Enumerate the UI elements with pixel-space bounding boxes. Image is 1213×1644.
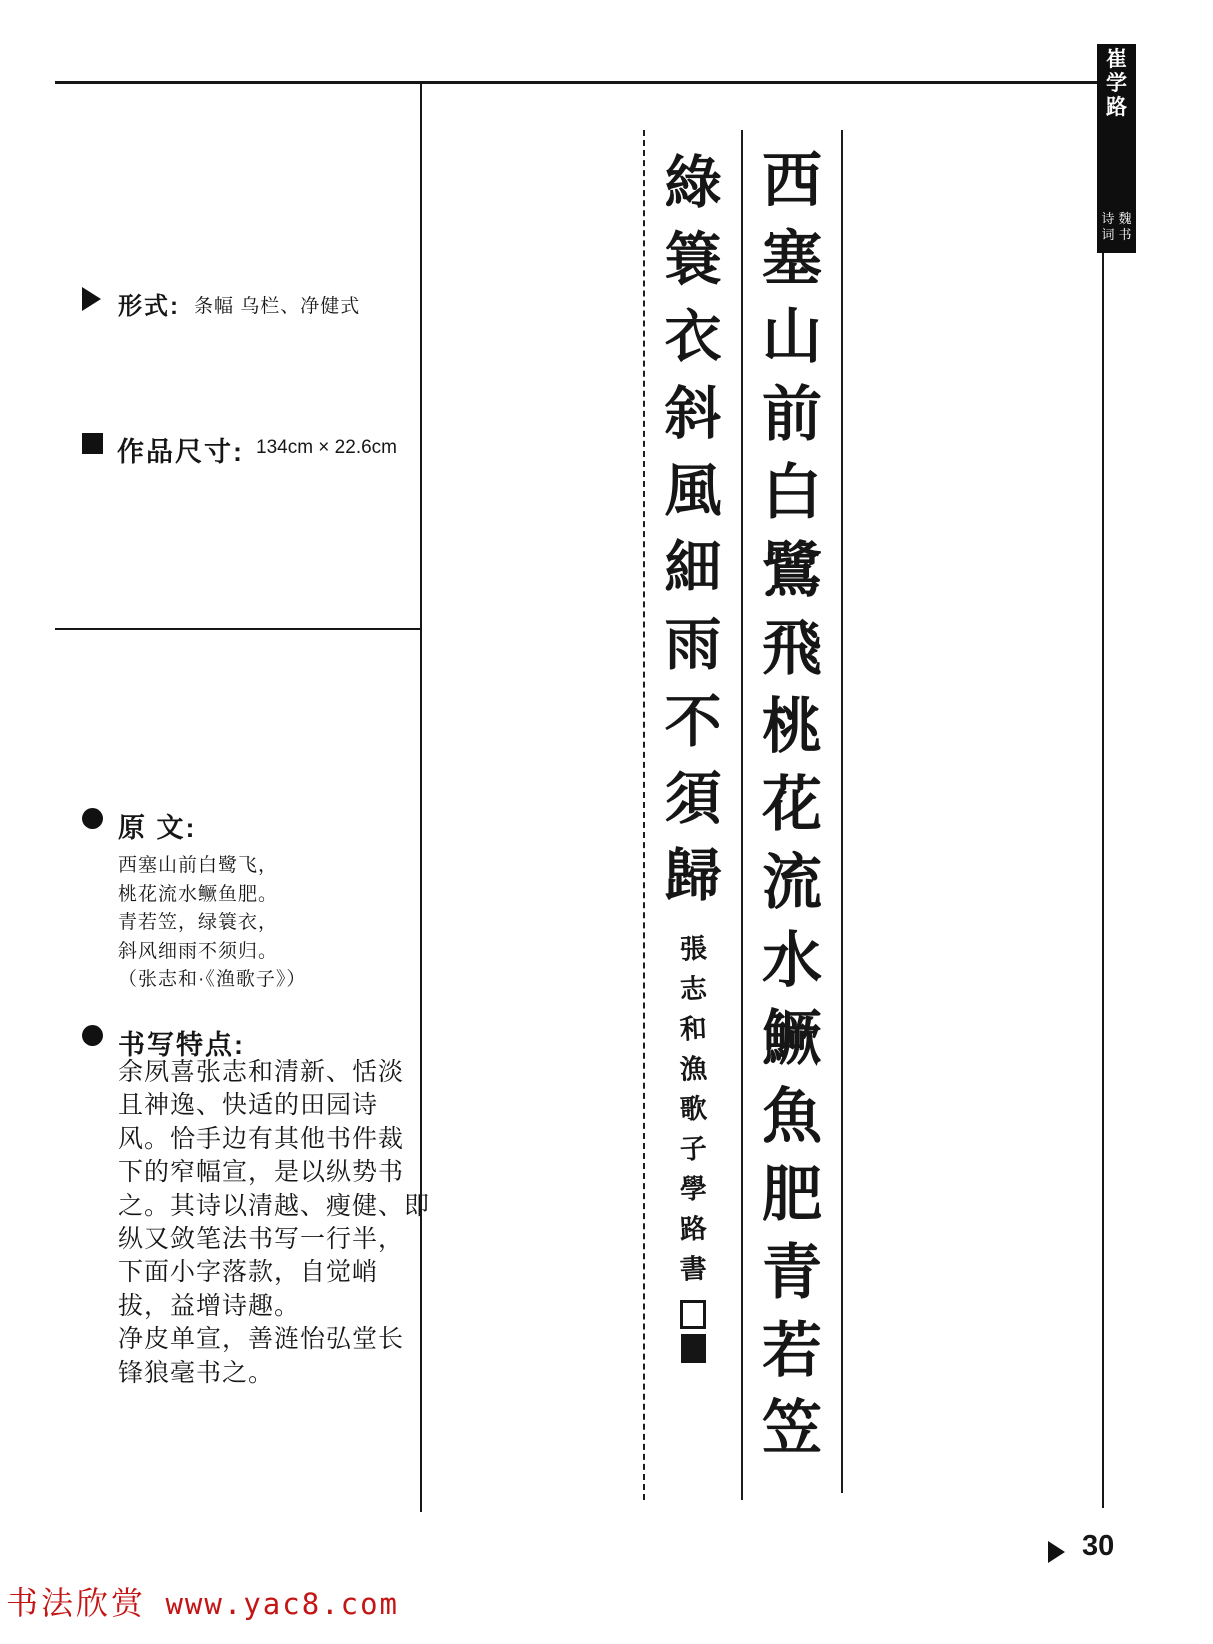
calligraphy-character: 歸 — [664, 842, 722, 909]
calligraphy-character: 肥 — [762, 1160, 822, 1230]
calligraphy-column-left — [643, 130, 743, 1500]
category-primary — [1119, 211, 1132, 243]
calligraphy-character: 風 — [664, 457, 722, 524]
text-line: 净皮单宣，善涟怡弘堂长 — [118, 1325, 405, 1354]
form-row — [82, 286, 360, 321]
calligraphy-character: 若 — [762, 1316, 822, 1386]
artist-title-bar — [1097, 44, 1136, 253]
features-label: 书写特点: — [118, 1030, 245, 1060]
calligraphy-character: 綠 — [664, 149, 722, 216]
size-label: 作品尺寸: — [117, 437, 244, 467]
calligraphy-character: 鱖 — [762, 1004, 822, 1074]
original-text-label: 原 文: — [118, 813, 197, 843]
features-paragraph — [118, 1056, 430, 1390]
top-rule — [55, 81, 1097, 84]
calligraphy-character: 青 — [762, 1238, 822, 1308]
size-value: 134cm × 22.6cm — [256, 437, 397, 458]
text-line: 且神逸、快适的田园诗 — [118, 1091, 379, 1120]
category-character: 诗 — [1101, 211, 1115, 226]
calligraphy-character: 斜 — [664, 380, 722, 447]
calligraphy-character: 前 — [762, 380, 822, 450]
calligraphy-character: 花 — [762, 770, 822, 840]
calligraphy-character: 須 — [664, 765, 722, 832]
signature-character: 子 — [678, 1133, 708, 1166]
artist-seal-lower-icon — [681, 1334, 706, 1363]
artist-name-character: 学 — [1106, 72, 1127, 95]
form-value: 条幅 乌栏、净健式 — [194, 296, 361, 317]
calligraphy-character: 魚 — [762, 1082, 822, 1152]
page-number: 30 — [1082, 1530, 1115, 1562]
square-marker-icon — [82, 433, 103, 454]
signature-character: 歌 — [678, 1093, 708, 1126]
calligraphy-character: 水 — [762, 926, 822, 996]
text-line: 纵又敛笔法书写一行半， — [118, 1225, 405, 1254]
signature-character: 張 — [678, 933, 708, 966]
artist-name-character: 路 — [1106, 96, 1127, 119]
circle-marker-icon — [82, 808, 103, 829]
signature-character: 志 — [678, 973, 708, 1006]
watermark — [6, 1578, 399, 1624]
calligraphy-character: 白 — [762, 458, 822, 528]
triangle-marker-icon — [82, 287, 101, 311]
circle-marker-icon — [82, 1025, 103, 1046]
watermark-site-name: 书法欣赏 — [6, 1584, 147, 1622]
calligraphy-character: 雨 — [664, 611, 722, 678]
signature-character: 和 — [678, 1013, 708, 1046]
text-line: （张志和·《渔歌子》） — [118, 969, 307, 990]
category-labels — [1097, 211, 1136, 243]
calligraphy-signature — [645, 930, 741, 1290]
calligraphy-character: 笠 — [762, 1394, 822, 1464]
signature-character: 路 — [678, 1213, 708, 1246]
calligraphy-column-right — [743, 130, 843, 1493]
calligraphy-character: 西 — [762, 146, 822, 216]
calligraphy-character: 簑 — [664, 226, 722, 293]
right-vertical-rule — [1102, 253, 1104, 1508]
page-number-triangle-icon — [1048, 1541, 1065, 1563]
calligraphy-line-1 — [743, 142, 841, 1468]
text-line: 斜风细雨不须归。 — [118, 940, 279, 962]
artist-seal-upper-icon — [680, 1300, 706, 1329]
calligraphy-character: 飛 — [762, 614, 822, 684]
calligraphy-character: 不 — [664, 688, 722, 755]
text-line: 青若笠，绿簑衣， — [118, 912, 279, 933]
category-character: 魏 — [1118, 211, 1132, 226]
original-text-header — [82, 806, 197, 845]
original-poem — [118, 852, 306, 995]
text-line: 下面小字落款，自觉峭 — [118, 1258, 379, 1287]
text-line: 余夙喜张志和清新、恬淡 — [118, 1058, 405, 1086]
signature-character: 書 — [678, 1253, 708, 1286]
calligraphy-character: 細 — [664, 534, 722, 601]
sidebar-divider — [55, 628, 420, 630]
text-line: 锋狼毫书之。 — [118, 1358, 275, 1387]
text-line: 拔，益增诗趣。 — [118, 1291, 301, 1320]
text-line: 桃花流水鳜鱼肥。 — [118, 883, 279, 905]
text-line: 西塞山前白鹭飞， — [118, 855, 279, 876]
calligraphy-character: 桃 — [762, 692, 822, 762]
category-secondary — [1101, 211, 1114, 243]
signature-character: 學 — [678, 1173, 708, 1206]
watermark-url: www.yac8.com — [146, 1587, 399, 1621]
calligraphy-character: 流 — [762, 848, 822, 918]
calligraphy-line-2 — [645, 144, 741, 914]
calligraphy-character: 山 — [762, 302, 822, 372]
size-row — [82, 430, 397, 469]
artist-name-character: 崔 — [1106, 48, 1127, 71]
artist-name — [1097, 48, 1136, 120]
calligraphy-character: 衣 — [664, 303, 722, 370]
signature-character: 漁 — [678, 1053, 708, 1086]
text-line: 之。其诗以清越、瘦健、即 — [118, 1191, 431, 1220]
form-label: 形式: — [118, 293, 180, 320]
category-character: 词 — [1101, 227, 1115, 242]
text-line: 下的窄幅宣，是以纵势书 — [118, 1158, 405, 1187]
calligraphy-character: 鷺 — [762, 536, 822, 606]
category-character: 书 — [1118, 227, 1132, 242]
text-line: 风。恰手边有其他书件裁 — [118, 1124, 405, 1153]
calligraphy-character: 塞 — [762, 224, 822, 294]
